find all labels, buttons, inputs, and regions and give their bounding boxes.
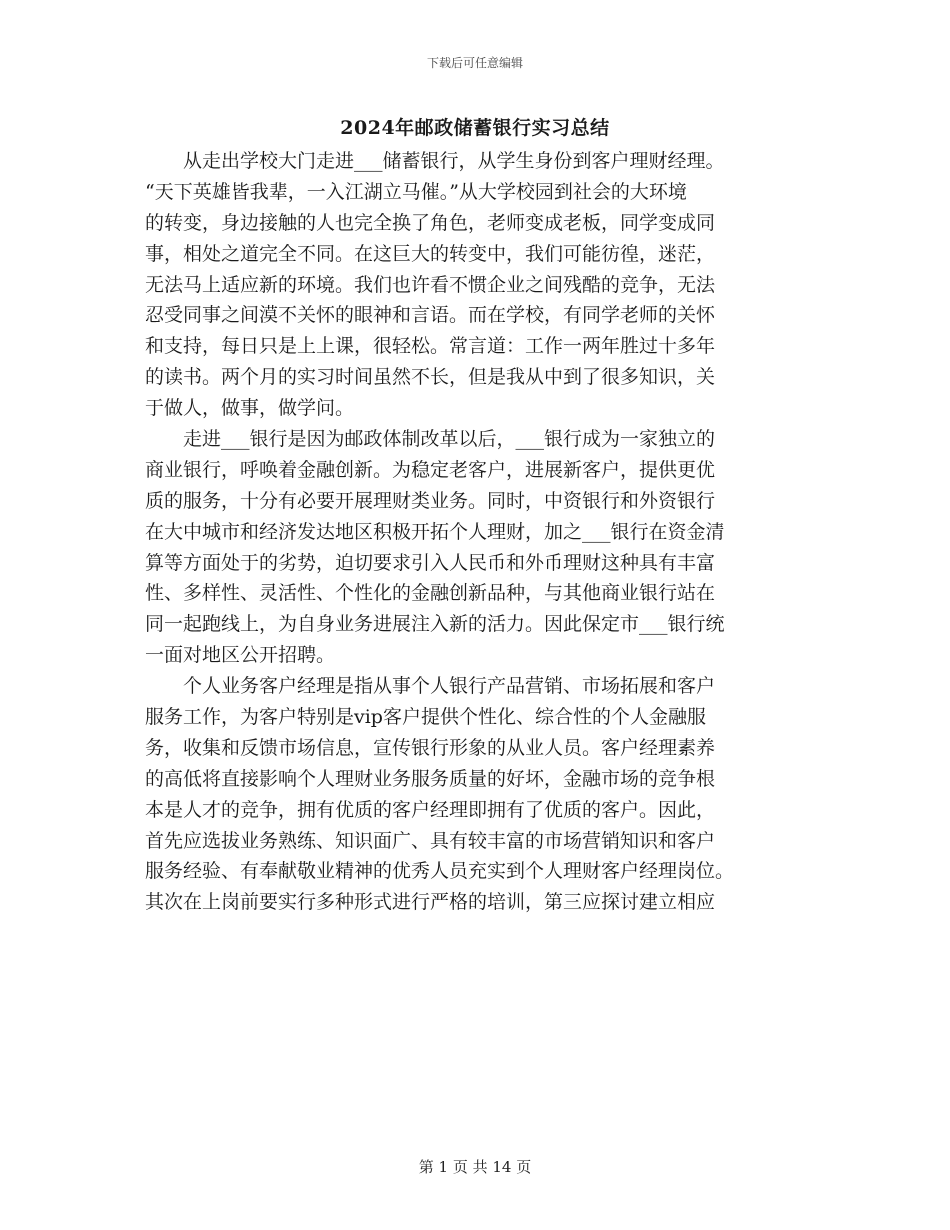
body-line: 走进___银行是因为邮政体制改革以后，___银行成为一家独立的 xyxy=(183,428,716,451)
page-footer: 第 1 页 共 14 页 xyxy=(418,1158,532,1176)
body-line: 首先应选拔业务熟练、知识面广、具有较丰富的市场营销知识和客户 xyxy=(145,829,716,852)
body-line: “天下英雄皆我辈，一入江湖立马催。”从大学校园到社会的大环境 xyxy=(145,180,687,203)
body-line: 质的服务，十分有必要开展理财类业务。同时，中资银行和外资银行 xyxy=(145,489,716,512)
body-line: 事，相处之道完全不同。在这巨大的转变中，我们可能彷徨，迷茫， xyxy=(145,242,716,265)
body-line: 的高低将直接影响个人理财业务服务质量的好坏，金融市场的竞争根 xyxy=(145,767,716,790)
body-line: 服务工作，为客户特别是vip客户提供个性化、综合性的个人金融服 xyxy=(145,706,706,729)
page-header: 下载后可任意编辑 xyxy=(426,56,523,70)
body-line: 商业银行，呼唤着金融创新。为稳定老客户，进展新客户，提供更优 xyxy=(145,458,716,481)
body-line: 和支持，每日只是上上课，很轻松。常言道：工作一两年胜过十多年 xyxy=(145,335,716,358)
body-line: 服务经验、有奉献敬业精神的优秀人员充实到个人理财客户经理岗位。 xyxy=(145,860,735,883)
body-line: 性、多样性、灵活性、个性化的金融创新品种，与其他商业银行站在 xyxy=(145,582,716,605)
body-line: 于做人，做事，做学问。 xyxy=(145,397,355,420)
body-line: 算等方面处于的劣势，迫切要求引入人民币和外币理财这种具有丰富 xyxy=(145,551,716,574)
body-line: 的转变，身边接触的人也完全换了角色，老师变成老板，同学变成同 xyxy=(145,211,716,234)
body-line: 其次在上岗前要实行多种形式进行严格的培训，第三应探讨建立相应 xyxy=(145,891,716,914)
body-line: 无法马上适应新的环境。我们也许看不惯企业之间残酷的竞争，无法 xyxy=(145,273,716,296)
body-line: 的读书。两个月的实习时间虽然不长，但是我从中到了很多知识，关 xyxy=(145,366,716,389)
body-line: 从走出学校大门走进___储蓄银行，从学生身份到客户理财经理。 xyxy=(183,150,725,172)
body-line: 本是人才的竞争，拥有优质的客户经理即拥有了优质的客户。因此， xyxy=(145,798,716,821)
document-title: 2024年邮政储蓄银行实习总结 xyxy=(340,117,610,139)
body-line: 同一起跑线上，为自身业务进展注入新的活力。因此保定市___银行统 xyxy=(145,613,725,636)
body-line: 忍受同事之间漠不关怀的眼神和言语。而在学校，有同学老师的关怀 xyxy=(145,304,716,327)
body-line: 务，收集和反馈市场信息，宣传银行形象的从业人员。客户经理素养 xyxy=(145,736,716,759)
body-line: 个人业务客户经理是指从事个人银行产品营销、市场拓展和客户 xyxy=(183,675,716,698)
body-line: 在大中城市和经济发达地区积极开拓个人理财，加之___银行在资金清 xyxy=(145,520,725,543)
body-line: 一面对地区公开招聘。 xyxy=(145,644,336,667)
document-body xyxy=(145,146,805,918)
